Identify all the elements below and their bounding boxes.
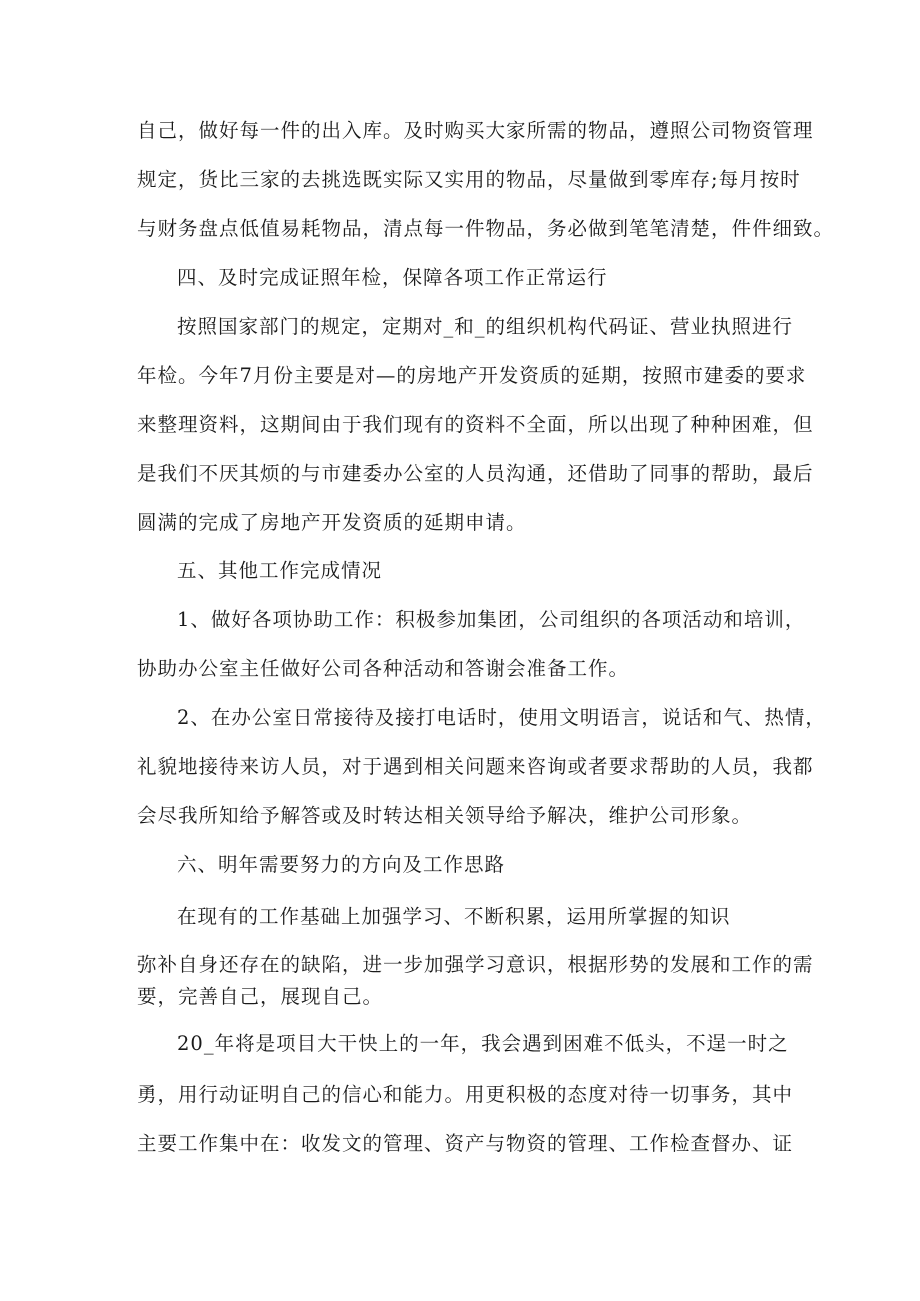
text-line: 1、做好各项协助工作：积极参加集团，公司组织的各项活动和培训， — [177, 608, 806, 631]
section-heading: 六、明年需要努力的方向及工作思路 — [177, 853, 506, 876]
text-line: 礼貌地接待来访人员，对于遇到相关问题来咨询或者要求帮助的人员，我都 — [137, 755, 814, 778]
text-line: 2、在办公室日常接待及接打电话时，使用文明语言，说话和气、热情， — [177, 706, 826, 729]
text-line: 圆满的完成了房地产开发资质的延期申请。 — [137, 511, 527, 534]
text-line: 年检。今年7月份主要是对—的房地产开发资质的延期，按照市建委的要求 — [137, 364, 807, 387]
text-line: 弥补自身还存在的缺陷，进一步加强学习意识，根据形势的发展和工作的需 — [137, 953, 814, 976]
text-line: 与财务盘点低值易耗物品，清点每一件物品，务必做到笔笔清楚，件件细致。 — [137, 217, 835, 240]
text-line: 勇，用行动证明自己的信心和能力。用更积极的态度对待一切事务，其中 — [137, 1083, 794, 1106]
text-line: 自己，做好每一件的出入库。及时购买大家所需的物品，遵照公司物资管理 — [137, 119, 814, 142]
text-line: 会尽我所知给予解答或及时转达相关领导给予解决，维护公司形象。 — [137, 804, 753, 827]
text-line: 主要工作集中在：收发文的管理、资产与物资的管理、工作检查督办、证 — [137, 1132, 794, 1155]
section-heading: 四、及时完成证照年检，保障各项工作正常运行 — [177, 266, 608, 289]
text-line: 是我们不厌其烦的与市建委办公室的人员沟通，还借助了同事的帮助，最后 — [137, 462, 814, 485]
text-line: 协助办公室主任做好公司各种活动和答谢会准备工作。 — [137, 657, 630, 680]
text-line: 在现有的工作基础上加强学习、不断积累，运用所掌握的知识 — [177, 905, 731, 928]
text-line: 规定，货比三家的去挑选既实际又实用的物品，尽量做到零库存;每月按时 — [137, 168, 801, 191]
section-heading: 五、其他工作完成情况 — [177, 559, 383, 582]
text-line: 要，完善自己，展现自己。 — [137, 985, 384, 1008]
text-line: 来整理资料，这期间由于我们现有的资料不全面，所以出现了种种困难，但 — [137, 413, 814, 436]
text-line: 按照国家部门的规定，定期对_和_的组织机构代码证、营业执照进行 — [177, 315, 794, 338]
text-line: 20_年将是项目大干快上的一年，我会遇到困难不低头，不逞一时之 — [177, 1032, 789, 1055]
